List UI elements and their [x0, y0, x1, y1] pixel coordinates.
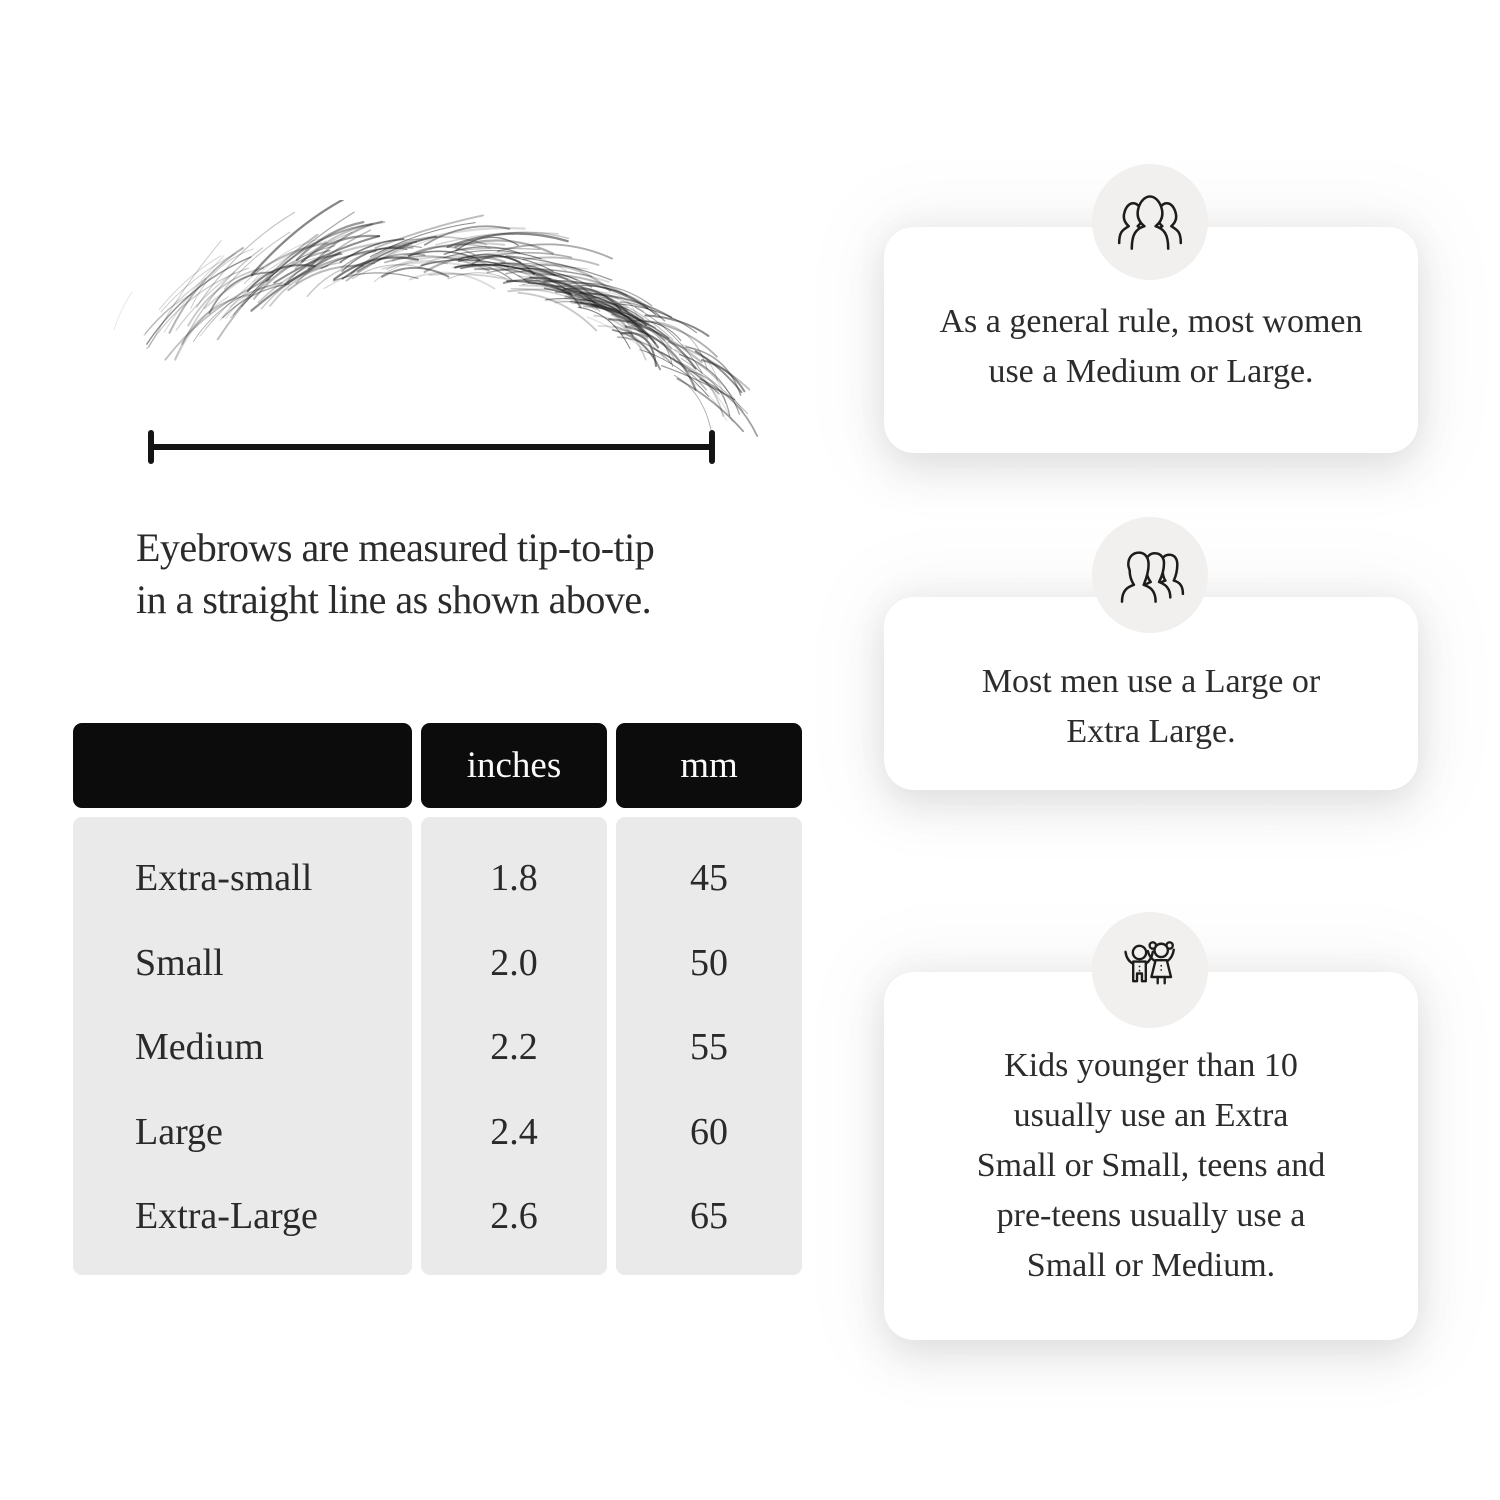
measurement-caption	[136, 522, 654, 626]
mm-cell: 45	[690, 857, 728, 899]
inches-cell: 2.0	[490, 941, 538, 984]
size-table-header-name	[73, 723, 412, 808]
caption-line-2: in a straight line as shown above.	[136, 577, 652, 622]
inches-cell: 2.6	[490, 1195, 538, 1237]
card-kids-line-2: usually use an Extra	[1013, 1097, 1289, 1134]
size-table-inches-column	[421, 817, 607, 1275]
mm-cell: 65	[690, 1195, 728, 1237]
size-table	[73, 723, 802, 1275]
size-table-header-mm: mm	[616, 723, 802, 808]
size-table-header-inches: inches	[421, 723, 607, 808]
card-women-line-1: As a general rule, most women	[939, 303, 1363, 340]
caption-line-1: Eyebrows are measured tip-to-tip	[136, 525, 655, 570]
card-men-line-1: Most men use a Large or	[981, 662, 1321, 700]
inches-cell: 2.4	[490, 1110, 538, 1153]
measurement-line	[150, 444, 713, 450]
card-women-line-2: use a Medium or Large.	[988, 353, 1314, 390]
eyebrow-illustration	[100, 200, 800, 470]
women-group-icon	[1108, 187, 1192, 257]
kids-icon	[1108, 935, 1192, 1005]
card-kids-line-4: pre-teens usually use a	[996, 1197, 1306, 1234]
mm-cell: 50	[690, 941, 728, 984]
size-table-mm-column	[616, 817, 802, 1275]
inches-cell: 2.2	[490, 1026, 538, 1068]
size-name-cell: Large	[135, 1110, 223, 1153]
size-name-cell: Small	[135, 941, 224, 984]
size-name-cell: Medium	[135, 1026, 264, 1068]
size-table-size-column	[73, 817, 412, 1275]
card-kids-line-3: Small or Small, teens and	[976, 1147, 1326, 1184]
size-name-cell: Extra-Large	[135, 1195, 318, 1237]
men-group-icon	[1108, 540, 1192, 610]
card-kids-line-5: Small or Medium.	[1026, 1247, 1276, 1284]
mm-cell: 60	[690, 1110, 728, 1153]
icon-badge-women	[1092, 164, 1208, 280]
size-name-cell: Extra-small	[135, 857, 313, 899]
mm-cell: 55	[690, 1026, 728, 1068]
inches-cell: 1.8	[490, 857, 538, 899]
icon-badge-men	[1092, 517, 1208, 633]
icon-badge-kids	[1092, 912, 1208, 1028]
card-men-line-2: Extra Large.	[1066, 712, 1236, 750]
card-kids-line-1: Kids younger than 10	[1004, 1047, 1298, 1084]
